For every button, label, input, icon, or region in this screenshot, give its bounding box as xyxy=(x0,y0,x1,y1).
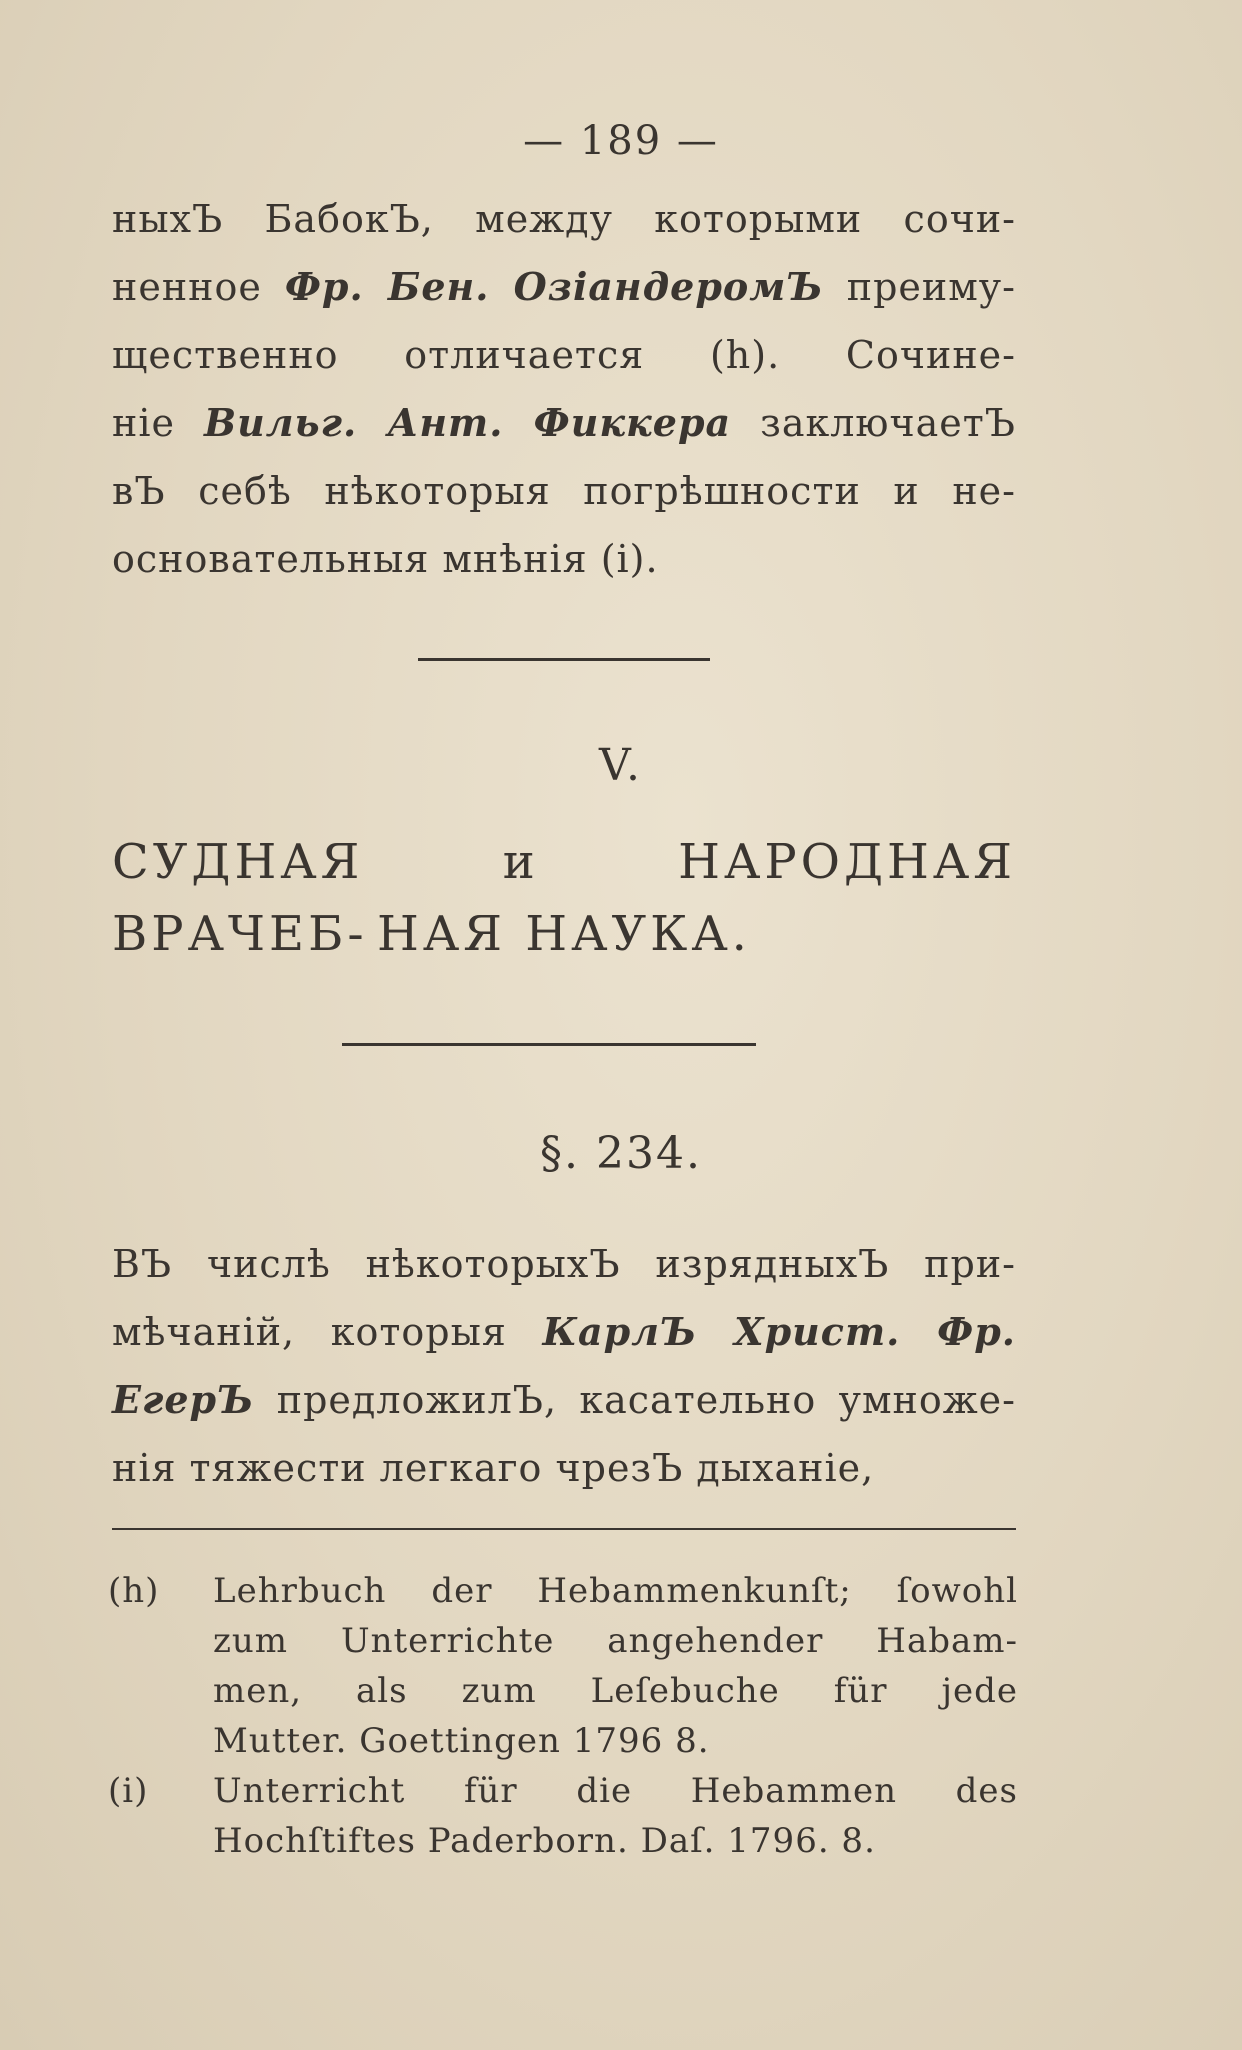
section-divider-top xyxy=(418,658,710,661)
text-line xyxy=(112,321,1016,389)
text-span: ніе xyxy=(112,401,204,445)
section-title-line-2: НАЯ НАУКА. xyxy=(377,906,751,962)
text-line xyxy=(112,1230,1016,1298)
footnote-line: zum Unterrichte angehender Habam- xyxy=(213,1621,1018,1661)
section-divider-bottom xyxy=(342,1043,756,1046)
footnote-line: Hochſtiftes Paderborn. Daſ. 1796. 8. xyxy=(213,1821,876,1861)
text-line xyxy=(112,1298,1016,1366)
footnote-separator xyxy=(112,1528,1016,1530)
footnote-text xyxy=(213,1766,1018,1866)
text-line xyxy=(112,525,1016,593)
italic-name: Вильг. Ант. Фиккера xyxy=(204,400,732,445)
footnote-line: Lehrbuch der Hebammenkunſt; ſowohl xyxy=(213,1571,1018,1611)
paragraph-number: §. 234. xyxy=(540,1128,702,1179)
footnote-mark: (h) xyxy=(108,1571,160,1611)
page-number: — 189 — xyxy=(523,118,719,164)
footnote-line: men, als zum Leſebuche für jede xyxy=(213,1671,1018,1711)
text-span: вЪ себѣ нѣкоторыя погрѣшности и не- xyxy=(112,469,1016,513)
text-span: ныхЪ БабокЪ, между которыми сочи- xyxy=(112,197,1016,241)
italic-name: ЕгерЪ xyxy=(112,1377,255,1422)
text-span: ВЪ числѣ нѣкоторыхЪ изрядныхЪ при- xyxy=(112,1242,1016,1286)
text-line xyxy=(112,185,1016,253)
text-span: ненное xyxy=(112,265,285,309)
section-title xyxy=(112,826,1016,970)
top-paragraph xyxy=(112,185,1016,593)
text-span: заключаетЪ xyxy=(731,401,1016,445)
footnote-text xyxy=(213,1566,1018,1766)
main-paragraph xyxy=(112,1230,1016,1502)
text-span: нія тяжести легкаго чрезЪ дыханіе, xyxy=(112,1446,875,1490)
italic-name: КарлЪ Христ. Фр. xyxy=(542,1309,1016,1354)
text-line xyxy=(112,253,1016,321)
footnote xyxy=(108,1566,1018,1766)
text-span: преиму- xyxy=(823,265,1016,309)
text-line xyxy=(112,1434,1016,1502)
footnote-line: Unterricht für die Hebammen des xyxy=(213,1771,1018,1811)
text-line xyxy=(112,389,1016,457)
text-span: основательныя мнѣнія (i). xyxy=(112,537,659,581)
text-span: предложилЪ, касательно умноже- xyxy=(254,1378,1016,1422)
section-title-line-1: СУДНАЯ и НАРОДНАЯ ВРАЧЕБ- xyxy=(112,834,1016,962)
italic-name: Фр. Бен. ОзіандеромЪ xyxy=(284,264,824,309)
text-span: мѣчаній, которыя xyxy=(112,1310,543,1354)
footnote-mark: (i) xyxy=(108,1771,149,1811)
footnote xyxy=(108,1766,1018,1866)
footnotes xyxy=(108,1566,1018,1866)
section-number: V. xyxy=(598,740,644,791)
text-line xyxy=(112,1366,1016,1434)
text-span: щественно отличается (h). Сочине- xyxy=(112,333,1016,377)
text-line xyxy=(112,457,1016,525)
footnote-line: Mutter. Goettingen 1796 8. xyxy=(213,1721,710,1761)
